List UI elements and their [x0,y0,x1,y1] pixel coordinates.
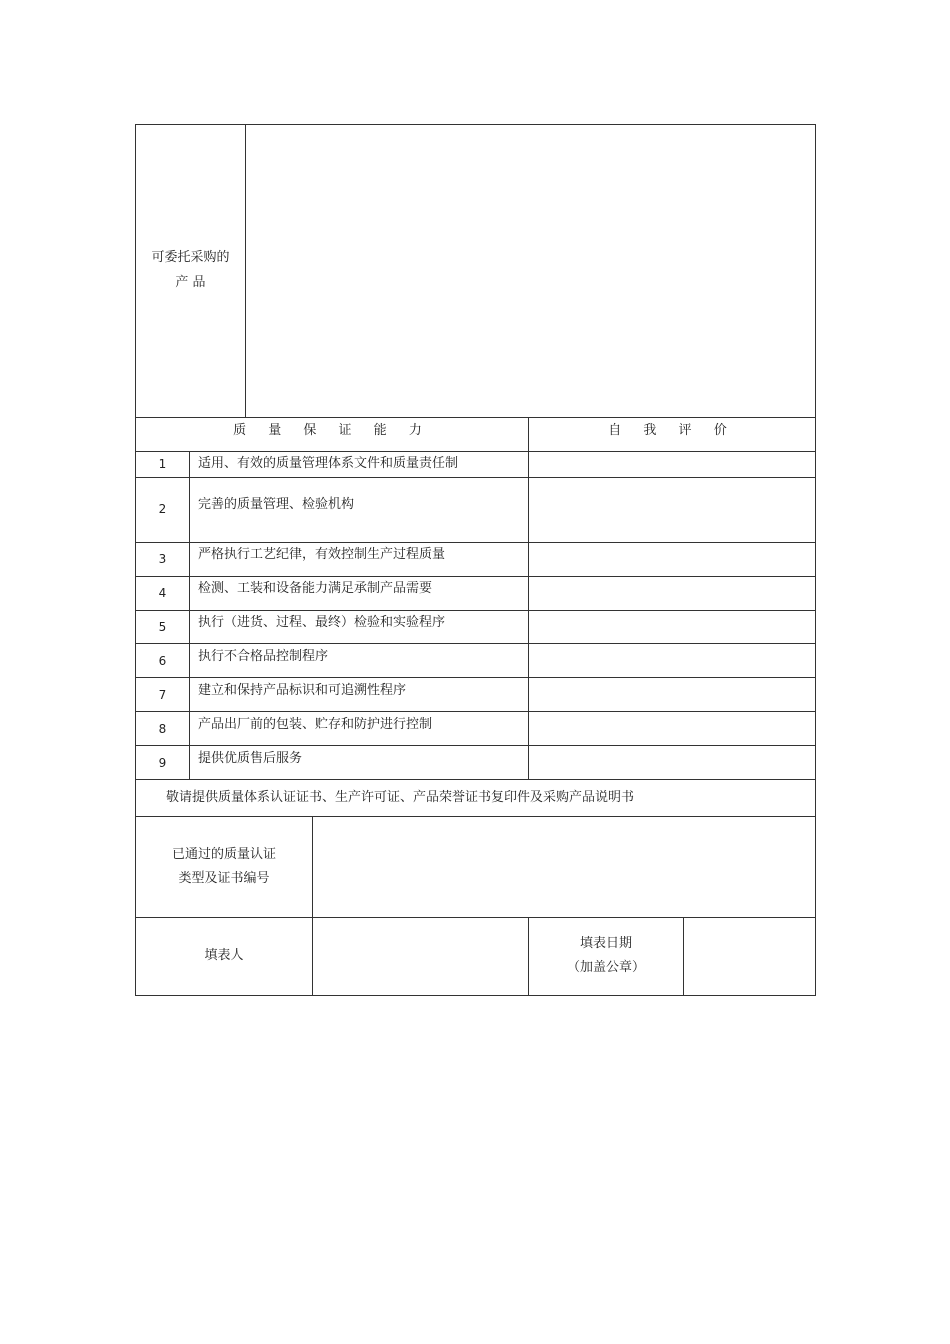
item-text: 检测、工装和设备能力满足承制产品需要 [198,581,433,596]
date-label-line2: （加盖公章） [566,960,645,975]
evaluation-cell[interactable] [529,746,815,779]
evaluation-cell[interactable] [529,644,815,677]
row-line [135,779,816,780]
evaluation-cell[interactable] [529,577,815,610]
table-border-bottom [135,995,816,996]
certification-label-line1: 已通过的质量认证 [171,847,276,862]
evaluation-cell[interactable] [529,478,815,542]
evaluation-cell[interactable] [529,543,815,576]
capability-header: 质 量 保 证 能 力 [233,423,431,438]
item-number: 1 [158,457,167,471]
item-number: 7 [158,688,167,702]
date-value-cell[interactable] [684,918,815,995]
item-number: 2 [158,502,167,516]
item-text: 提供优质售后服务 [198,751,303,766]
row-line [135,417,816,418]
item-number: 3 [158,552,167,566]
product-label-line1: 可委托采购的 [151,250,230,265]
item-text: 执行不合格品控制程序 [198,649,329,664]
item-text: 适用、有效的质量管理体系文件和质量责任制 [198,456,459,471]
evaluation-cell[interactable] [529,611,815,643]
filler-value-cell[interactable] [313,918,528,995]
item-text: 建立和保持产品标识和可追溯性程序 [198,683,407,698]
evaluation-cell[interactable] [529,678,815,711]
table-border-right [815,124,816,996]
item-number: 6 [158,654,167,668]
item-number: 4 [158,586,167,600]
evaluation-cell[interactable] [529,452,815,477]
product-label-line2: 产 品 [175,275,206,290]
certification-value-cell[interactable] [313,817,815,917]
item-number: 8 [158,722,167,736]
notice-text: 敬请提供质量体系认证证书、生产许可证、产品荣誉证书复印件及采购产品说明书 [166,790,635,805]
item-number: 9 [158,756,167,770]
date-label-line1: 填表日期 [579,936,632,951]
filler-label: 填表人 [204,948,244,963]
evaluation-header: 自 我 评 价 [608,423,736,438]
certification-label-line2: 类型及证书编号 [178,871,270,886]
item-number: 5 [158,620,167,634]
item-text: 产品出厂前的包装、贮存和防护进行控制 [198,717,433,732]
product-list-cell[interactable] [246,125,815,417]
item-text: 执行（进货、过程、最终）检验和实验程序 [198,615,446,630]
evaluation-cell[interactable] [529,712,815,745]
number-column-divider [189,451,190,780]
item-text: 完善的质量管理、检验机构 [198,497,355,512]
item-text: 严格执行工艺纪律，有效控制生产过程质量 [198,547,446,562]
